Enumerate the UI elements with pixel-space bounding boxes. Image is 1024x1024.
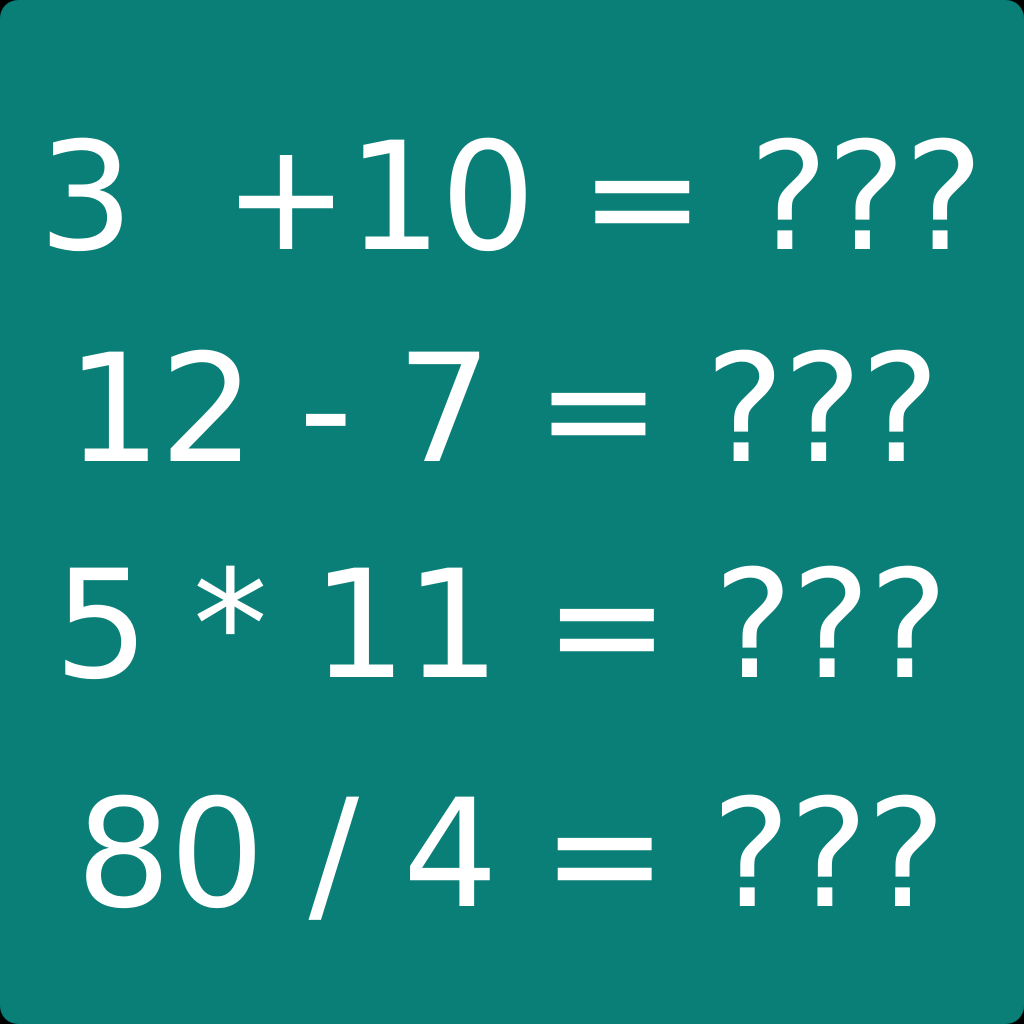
equation-2: 12 - 7 = ??? (66, 323, 938, 497)
equation-1: 3 +10 = ??? (38, 111, 982, 285)
equation-4: 80 / 4 = ??? (75, 768, 945, 942)
equation-3: 5 * 11 = ??? (53, 539, 947, 713)
